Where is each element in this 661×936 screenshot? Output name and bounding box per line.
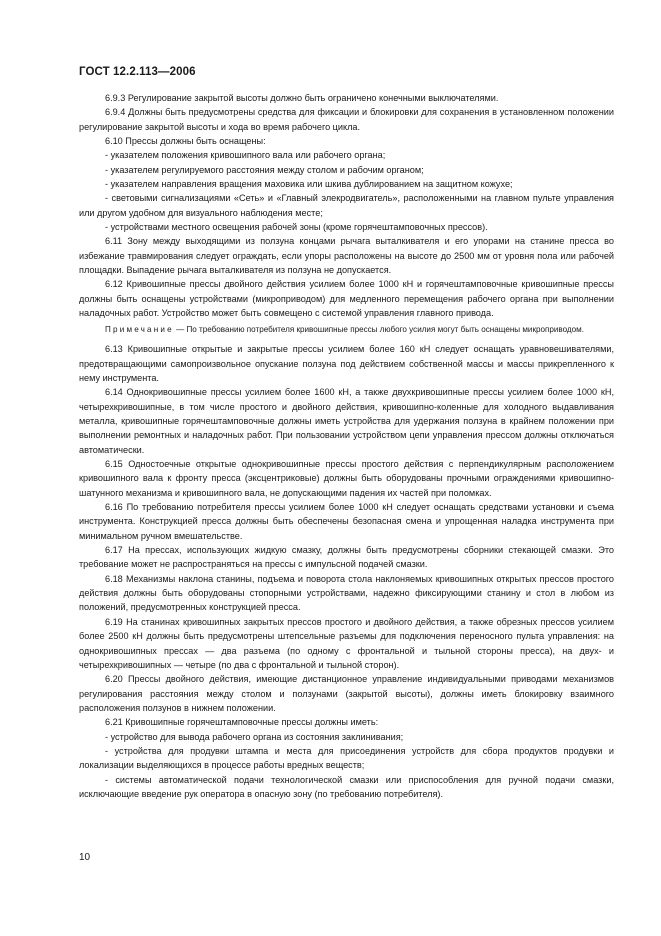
paragraph-6-12: 6.12 Кривошипные прессы двойного действия усилием более 1000 кН и горячештамповочные кривошипные прессы должны быть оснащены устройствами (микроприводом) для медленного перемещения рабочего органа при выполнении наладочных работ. Устройство может быть совмещено с системой управления главного привода.: [79, 279, 614, 319]
paragraph-6-21: 6.21 Кривошипные горячештамповочные прессы должны иметь:: [105, 717, 379, 728]
paragraph-6-16: 6.16 По требованию потребителя прессы усилием более 1000 кН следует оснащать средствами установки и съема инструмента. Конструкцией пресса должны быть обеспечены безопасная смена и упрощенная наладка инструмента при минимальном ручном вмешательстве.: [79, 502, 614, 541]
list-item: - устройствами местного освещения рабочей зоны (кроме горячештамповочных прессов).: [105, 222, 488, 233]
list-item: - световыми сигнализациями «Сеть» и «Главный элекродвигатель», расположенными на главном пульте управления или другом удобном для визуального наблюдения месте;: [79, 193, 614, 218]
page-number: 10: [79, 852, 91, 863]
paragraph-6-13: 6.13 Кривошипные открытые и закрытые прессы усилием более 160 кН следует оснащать уравновешивателями, предотвращающими самопроизвольное опускание ползуна под действием собственной массы и массы прикрепленного к нему инструмента.: [79, 344, 614, 383]
paragraph-6-19: 6.19 На станинах кривошипных закрытых прессов простого и двойного действия, а также обрезных прессов усилием более 2500 кН должны быть предусмотрены штепсельные разъемы для подключения переносного пульта управления: на однокривошипных прессах — два разъема (по одному с фронтальной и тыльной стороны пресса), на двух- и четырехкривошипных — четыре (по два с фронтальной и тыльной сторон).: [79, 616, 614, 670]
paragraph-6-11: 6.11 Зону между выходящими из ползуна концами рычага выталкивателя и его упорами на станине пресса во избежание травмирования следует ограждать, если упоры расположены на высоте до 2500 мм от уровня пола или рабочей площадки. Выпадение рычага выталкивателя из ползуна не допускается.: [79, 236, 614, 276]
list-item: - устройства для продувки штампа и места для присоединения устройств для сбора продуктов продувки и локализации выделяющихся в процессе работы вредных веществ;: [79, 745, 614, 771]
document-body: [79, 91, 614, 801]
paragraph-6-9-3: 6.9.3 Регулирование закрытой высоты должно быть ограничено конечными выключателями.: [105, 93, 499, 103]
paragraph-6-17: 6.17 На прессах, использующих жидкую смазку, должны быть предусмотрены сборники стекающей смазки. Это требование может не распространяться на прессы с импульсной подачей смазки.: [79, 545, 614, 570]
paragraph-6-18: 6.18 Механизмы наклона станины, подъема и поворота стола наклоняемых кривошипных открытых прессов простого действия должны быть оборудованы стопорными устройствами, надежно фиксирующими станину и стол в любом из положений, предусмотренных конструкцией пресса.: [79, 573, 614, 613]
list-item: - устройство для вывода рабочего органа из состояния заклинивания;: [105, 731, 404, 742]
list-item: - указателем положения кривошипного вала или рабочего органа;: [105, 150, 386, 161]
paragraph-6-10: 6.10 Прессы должны быть оснащены:: [105, 136, 266, 147]
list-item: - указателем направления вращения маховика или шкива дублированием на защитном кожухе;: [105, 179, 513, 190]
paragraph-6-9-4: 6.9.4 Должны быть предусмотрены средства для фиксации и блокировки для сохранения в установленном положении регулирование закрытой высоты и хода во время рабочего цикла.: [79, 107, 614, 132]
paragraph-6-14: 6.14 Однокривошипные прессы усилием более 1600 кН, а также двухкривошипные прессы усилием более 1000 кН, четырехкривошипные, в том числе простого и двойного действия, кривошипно-коленные для холодного выдавливания металла, кривошипные горячештамповочные должны иметь устройства для удержания ползуна в крайнем положении при выполнении ремонтных и наладочных работ. При пользовании устройством цепи управления прессом должны отключаться автоматически.: [79, 387, 614, 455]
note-text: — По требованию потребителя кривошипные прессы любого усилия могут быть оснащены микроприводом.: [176, 324, 584, 334]
paragraph-6-15: 6.15 Одностоечные открытые однокривошипные прессы простого действия с перпендикулярным расположением кривошипного вала к фронту пресса (эксцентриковые) должны быть оборудованы прочными ограждениями кривошипно-шатунного механизма и кривошипного вала, не допускающими падения их частей при поломках.: [79, 459, 614, 498]
note-label: Примечание: [105, 324, 174, 334]
list-item: - указателем регулируемого расстояния между столом и рабочим органом;: [105, 164, 424, 175]
paragraph-6-20: 6.20 Прессы двойного действия, имеющие дистанционное управление индивидуальными приводами механизмов регулирования расстояния между столом и ползунами (закрытой высоты), должны иметь блокировку взаимного расположения ползунов в нижнем положении.: [79, 674, 614, 713]
document-header: ГОСТ 12.2.113—2006: [79, 66, 196, 78]
note: [79, 324, 614, 337]
list-item: - системы автоматической подачи технологической смазки или приспособления для ручной подачи смазки, исключающие введение рук оператора в опасную зону (по требованию потребителя).: [79, 774, 614, 799]
